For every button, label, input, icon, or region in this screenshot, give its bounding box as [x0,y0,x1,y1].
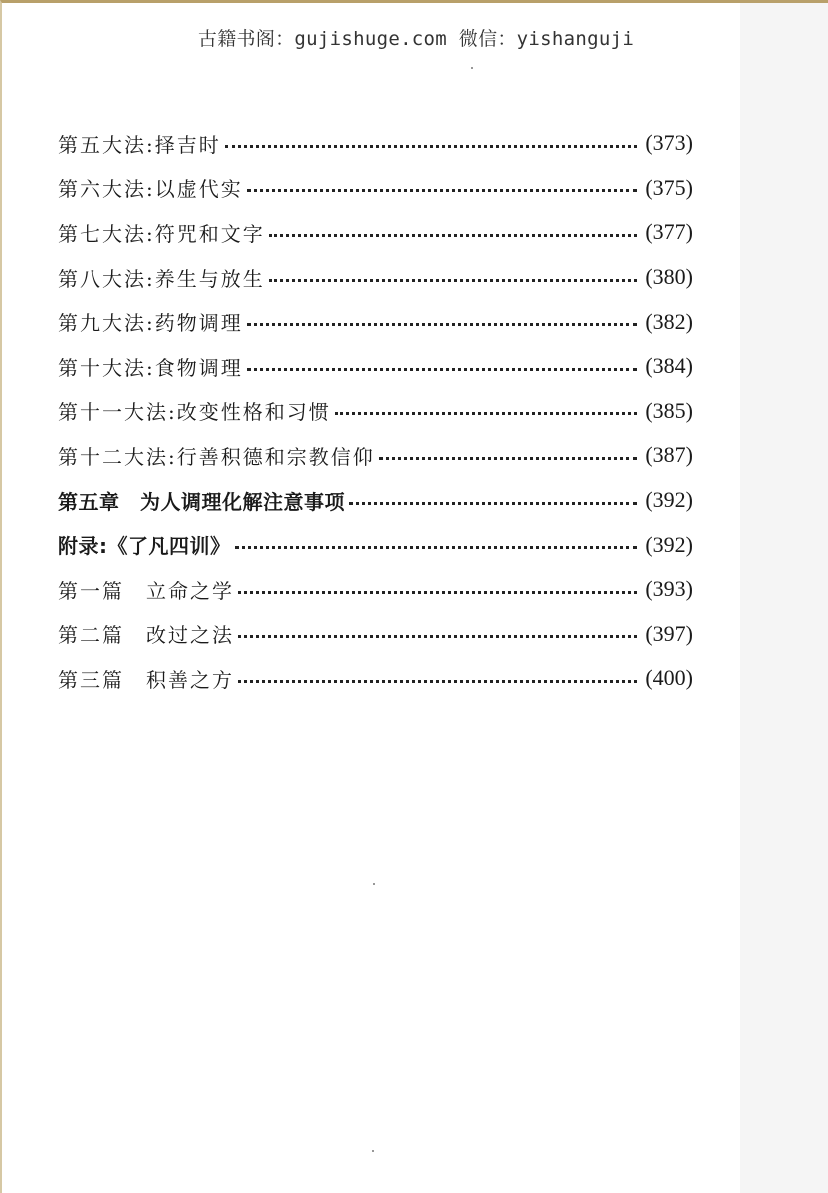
toc-entry [58,612,693,657]
toc-entry-page: (392) [645,487,693,513]
dot-leader [238,591,637,594]
toc-entry [58,166,693,211]
table-of-contents [58,121,693,701]
dot-leader [238,680,637,683]
toc-entry [58,433,693,478]
watermark-text: 古籍书阁：gujishuge.com 微信：yishanguji [197,28,635,50]
toc-entry-title: 第十一大法:改变性格和习惯 [58,400,331,425]
toc-entry-title: 第十二大法:行善积德和宗教信仰 [58,444,375,469]
dot-leader [225,145,638,148]
dot-leader [269,234,638,237]
dot-leader [335,412,638,415]
toc-entry-title: 第二篇 改过之法 [58,623,234,648]
toc-entry [58,389,693,434]
toc-entry-page: (377) [645,219,693,245]
toc-entry-title: 第三篇 积善之方 [58,667,234,692]
toc-entry-title: 第十大法:食物调理 [58,355,243,380]
toc-entry-page: (392) [645,531,693,557]
toc-entry-page: (393) [645,576,693,602]
toc-entry-title: 第八大法:养生与放生 [58,266,265,291]
toc-entry-title: 第六大法:以虚代实 [58,177,243,202]
toc-entry-title: 第九大法:药物调理 [58,311,243,336]
toc-entry-page: (400) [645,665,693,691]
toc-entry-page: (373) [645,130,693,156]
toc-entry-page: (387) [645,442,693,468]
toc-entry [58,344,693,389]
toc-entry [58,656,693,701]
toc-entry [58,121,693,166]
toc-entry-page: (382) [645,308,693,334]
toc-entry [58,567,693,612]
scan-speck [373,883,375,885]
toc-entry-title: 附录:《了凡四训》 [58,534,231,559]
toc-entry-title: 第一篇 立命之学 [58,578,234,603]
toc-entry [58,210,693,255]
toc-entry-page: (380) [645,264,693,290]
dot-leader [238,635,637,638]
toc-chapter-entry [58,478,693,523]
toc-entry [58,255,693,300]
dot-leader [349,502,637,505]
page-margin-strip [740,3,828,1193]
toc-entry-page: (384) [645,353,693,379]
dot-leader [247,368,638,371]
toc-entry-title: 第五章 为人调理化解注意事项 [58,489,345,514]
dot-leader [247,323,638,326]
toc-appendix-entry [58,522,693,567]
dot-leader [269,279,638,282]
dot-leader [235,546,638,549]
toc-entry-title: 第五大法:择吉时 [58,132,221,157]
scan-speck [471,67,473,69]
scan-speck [372,1150,374,1152]
dot-leader [247,189,638,192]
toc-entry-page: (397) [645,620,693,646]
dot-leader [379,457,638,460]
toc-entry-page: (375) [645,174,693,200]
toc-entry-page: (385) [645,397,693,423]
toc-entry [58,299,693,344]
toc-entry-title: 第七大法:符咒和文字 [58,221,265,246]
